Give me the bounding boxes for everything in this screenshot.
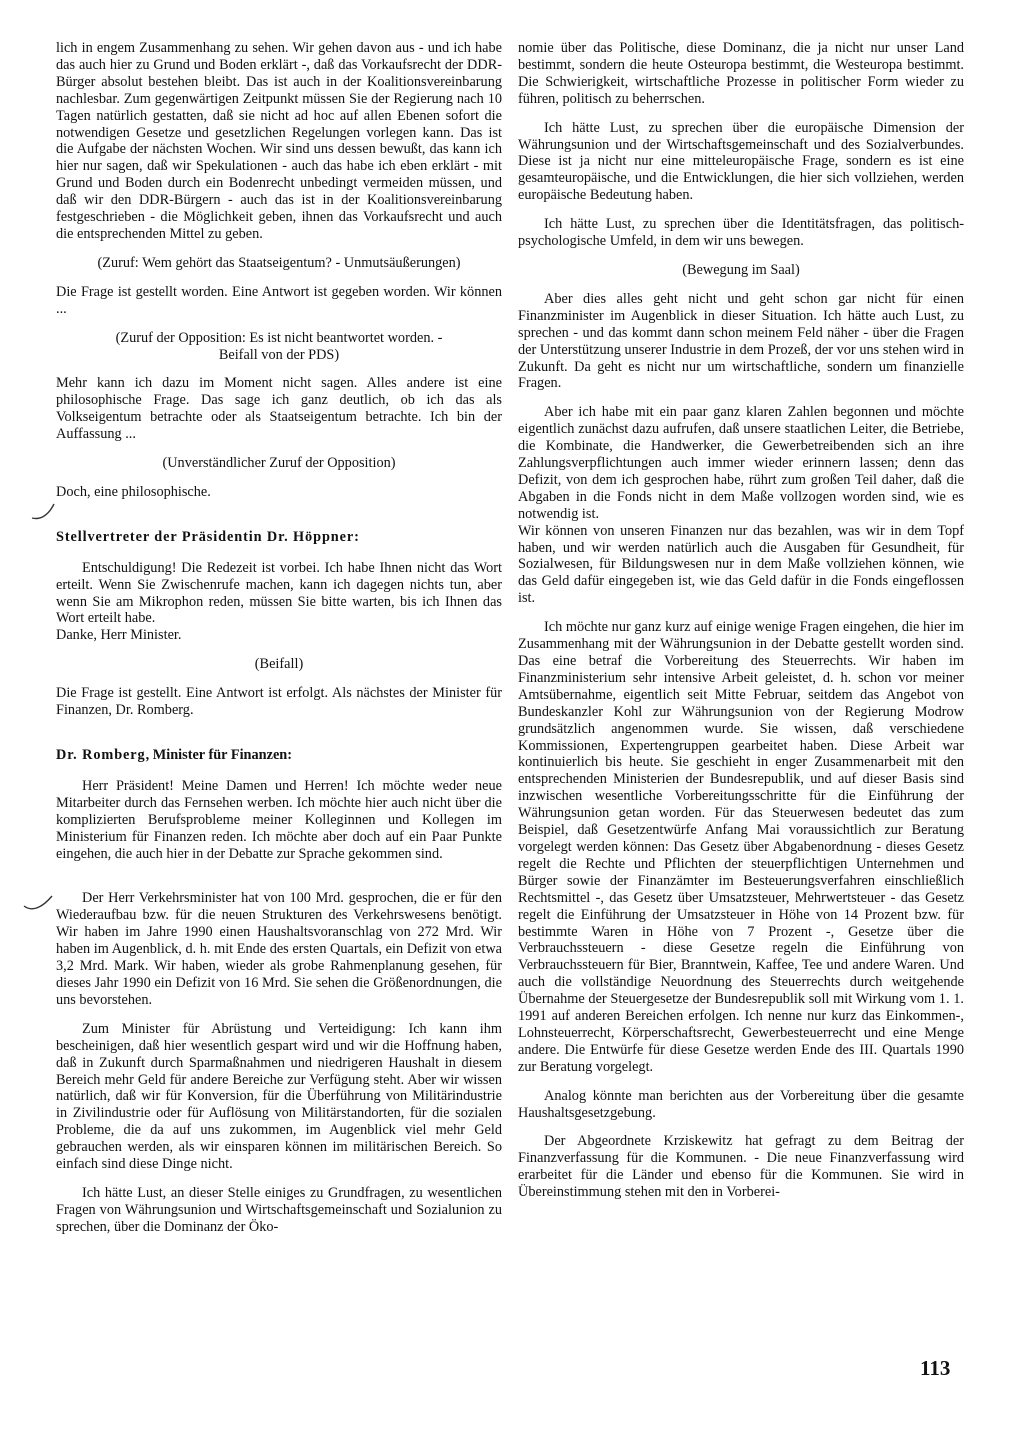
interjection: (Bewegung im Saal)	[682, 261, 800, 278]
speaker-colon: :	[354, 528, 359, 545]
paragraph: Entschuldigung! Die Redezeit ist vorbei. Ich habe Ihnen nicht das Wort erteilt. Wenn Sie Zwischenrufe machen, kann ich dagegen nichts tun, aber wenn Sie am Mikrophon reden, müssen Sie bitte warten, bis ich Ihnen das Wort erteilt habe.	[56, 559, 502, 627]
interjection: (Unverständlicher Zuruf der Opposition)	[162, 455, 396, 472]
paragraph: Aber dies alles geht nicht und geht schon gar nicht für einen Finanzminister im Augenblick in dieser Situation. Ich hätte auch Lust, zu sprechen - und das kommt dann schon meinem Feld näher - über die Fragen der Unterstützung unserer Industrie in dem Prozeß, der vor uns stehen wird in Zukunft. Da geht es nicht nur um wirtschaftliche, sondern um finanzielle Fragen.	[518, 290, 964, 392]
interjection: (Beifall)	[254, 656, 304, 673]
speaker-role: , Minister für Finanzen:	[145, 747, 292, 763]
paragraph: Wir können von unseren Finanzen nur das bezahlen, was wir in dem Topf haben, und wir werden natürlich auch die Ausgaben für Gesundheit, für Sozialwesen, für Bildungswesen nur in dem Maße vollziehen können, wie das Geld dafür eingegeben ist, wie das Geld dafür in die Fonds eingeflossen ist.	[518, 522, 964, 607]
interjection-line: Beifall von der PDS)	[218, 346, 340, 363]
margin-mark	[30, 498, 60, 524]
paragraph: Herr Präsident! Meine Damen und Herren! Ich möchte weder neue Mitarbeiter durch das Fernsehen werben. Ich möchte hier auch nicht über die komplizierten Berufsprobleme meiner Kolleginnen und Kollegen im Ministerium für Finanzen reden. Ich möchte aber doch auf ein Paar Punkte eingehen, die auch hier in der Debatte zur Sprache gekommen sind.	[56, 777, 502, 862]
interjection	[56, 330, 502, 364]
right-column	[518, 40, 964, 1213]
paragraph: Analog könnte man berichten aus der Vorbereitung über die gesamte Haushaltsgesetzgebung.	[518, 1087, 964, 1121]
speaker-heading	[56, 529, 502, 546]
paragraph: Der Herr Verkehrsminister hat von 100 Mrd. gesprochen, die er für den Wiederaufbau bzw. für die neuen Strukturen des Verkehrswesens benötigt. Wir haben im Jahre 1990 einen Haushaltsvoranschlag von 272 Mrd. Wir haben im Augenblick, d. h. mit Ende des ersten Quartals, ein Defizit von etwa 3,2 Mrd. Mark. Wir haben, wieder als grobe Rahmenplanung gesehen, für dieses Jahr 1990 ein Defizit von 16 Mrd. Sie sehen die Größenordnungen, die uns bevorstehen.	[56, 890, 502, 1008]
paragraph: Doch, eine philosophische.	[56, 483, 211, 500]
paragraph: lich in engem Zusammenhang zu sehen. Wir gehen davon aus - und ich habe das auch hier zu Grund und Boden erklärt -, daß das Vorkaufsrecht der DDR-Bürger absolut bestehen bleibt. Das ist auch in der Koalitionsvereinbarung nachlesbar. Zum gegenwärtigen Zeitpunkt müssen Sie der Regierung nach 10 Tagen natürlich gestatten, daß sie nicht ad hoc auf allen Ebenen sofort die notwendigen Gesetze und gesetzlichen Regelungen vorlegen kann. Das ist die Aufgabe der nächsten Wochen. Wir sind uns dessen bewußt, das kann ich hier nur sagen, daß wir Spekulationen - auch das habe ich eben erklärt - mit Grund und Boden durch ein Bodenrecht unbedingt vermeiden müssen, und daß wir den DDR-Bürgern - auch das ist in der Koalitionsvereinbarung festgeschrieben - die Möglichkeit geben, ihnen das Vorkaufsrecht und auch die entsprechenden Mittel zu geben.	[56, 40, 502, 242]
left-column	[56, 40, 502, 1248]
paragraph: Die Frage ist gestellt worden. Eine Antwort ist gegeben worden. Wir können ...	[56, 283, 502, 317]
margin-mark	[22, 888, 56, 914]
speaker-name: Stellvertreter der Präsidentin Dr. Höppner	[56, 528, 355, 545]
paragraph: Ich hätte Lust, zu sprechen über die europäische Dimension der Währungsunion und der Wirtschaftsgemeinschaft und des Sozialverbundes. Diese ist ja nicht nur eine mitteleuropäische Frage, sondern es ist eine gesamteuropäische, und die Entwicklungen, die hier sich vollziehen, werden europäische Bedeutung haben.	[518, 119, 964, 204]
paragraph: Die Frage ist gestellt. Eine Antwort ist erfolgt. Als nächstes der Minister für Finanzen, Dr. Romberg.	[56, 685, 502, 719]
paragraph: Danke, Herr Minister.	[56, 627, 182, 644]
page-number: 113	[920, 1356, 951, 1380]
paragraph: Ich hätte Lust, zu sprechen über die Identitätsfragen, das politisch-psychologische Umfeld, in dem wir uns bewegen.	[518, 216, 964, 250]
interjection: (Zuruf: Wem gehört das Staatseigentum? - Unmutsäußerungen)	[97, 254, 461, 271]
paragraph: Ich möchte nur ganz kurz auf einige wenige Fragen eingehen, die hier im Zusammenhang mit der Währungsunion in der Debatte gestellt worden sind. Das eine betraf die Vorbereitung des Steuerrechts. Wir haben im Finanzministerium sehr intensive Arbeit geleistet, d. h. schon vor meiner Amtsübernahme, eigentlich seit Mitte Februar, seitdem das Angebot von Bundeskanzler Kohl zur Währungsunion von der Regierung Modrow grundsätzlich angenommen wurde. Sie wissen, daß verschiedene Kommissionen, Expertengruppen gearbeitet haben. Diese Arbeit war kontinuierlich bis heute. Sie geschieht in enger Zusammenarbeit mit den entsprechenden Ministerien der Bundesrepublik, und auf dieser Basis sind inzwischen wesentliche Vorbereitungsschritte für die Einführung der Währungsunion getan worden. Für das Steuerwesen bedeutet das zum Beispiel, daß Gesetzentwürfe Anfang Mai voraussichtlich zur Beratung vorgelegt werden können: Das Gesetz über Abgabenordnung - dieses Gesetz regelt die Rechte und Pflichten der steuerpflichtigen Unternehmen und Bürger sowie der Finanzämter im Besteuerungsverfahren einschließlich Rechtsmittel -, das Gesetz über Umsatzsteuer, Mehrwertsteuer - das Gesetz regelt die Einführung der Umsatzsteuer in Höhe von 14 Prozent bzw. für bestimmte Waren in Höhe von 7 Prozent -, Gesetze über die Verbrauchssteuern - diese Gesetze regeln die Einführung von Verbrauchssteuern für Bier, Branntwein, Kaffee, Tee und andere Waren. Und auch die vollständige Neuordnung des Steuerrechts durch weitgehende Übernahme der Steuergesetze der Bundesrepublik soll mit Wirkung vom 1. 1. 1991 auf anderen Bereichen erfolgen. Ich nenne nur kurz das Einkommen-, Lohnsteuerrecht, Körperschaftsrecht, Gewerbesteuerrecht und eine Menge andere. Die Entwürfe für diese Gesetze werden Ende des III. Quartals 1990 zur Beratung vorgelegt.	[518, 619, 964, 1075]
interjection-line: (Zuruf der Opposition: Es ist nicht beantwortet worden. -	[115, 329, 443, 346]
paragraph: Aber ich habe mit ein paar ganz klaren Zahlen begonnen und möchte eigentlich zunächst dazu aufrufen, daß unsere staatlichen Leiter, die Betriebe, die Kombinate, die Handwerker, die Gewerbetreibenden sich an ihre Zahlungsverpflichtungen auch immer wieder erinnern lassen; denn das Defizit, von dem ich gesprochen habe, rührt zum großen Teil daher, daß die Abgaben in die Fonds nicht in dem Maße vollzogen worden sind, wie es notwendig ist.	[518, 404, 964, 522]
paragraph: Mehr kann ich dazu im Moment nicht sagen. Alles andere ist eine philosophische Frage. Das sage ich ganz deutlich, ob ich das als Volkseigentum betrachte oder als Staatseigentum betrachte. Ich bin der Auffassung ...	[56, 375, 502, 443]
paragraph: nomie über das Politische, diese Dominanz, die ja nicht nur unser Land bestimmt, sondern die heute Osteuropa bestimmt, die Westeuropa bestimmt. Die Schwierigkeit, wirtschaftliche Prozesse in politischer Form wieder zu führen, politisch zu beherrschen.	[518, 40, 964, 107]
speaker-name: Dr. Romberg	[56, 747, 146, 763]
paragraph: Der Abgeordnete Krziskewitz hat gefragt zu dem Beitrag der Finanzverfassung für die Kommunen. - Die neue Finanzverfassung wird erarbeitet für die Länder und ebenso für die Kommunen. Sie wird in Übereinstimmung stehen mit den in Vorberei-	[518, 1133, 964, 1201]
paragraph: Zum Minister für Abrüstung und Verteidigung: Ich kann ihm bescheinigen, daß hier wesentlich gespart wird und wir die Hoffnung haben, daß in Zukunft durch Sparmaßnahmen und niedrigeren Haushalt in diesem Bereich mehr Geld für andere Bereiche zur Verfügung steht. Aber wir wissen natürlich, daß wir für Konversion, für die Überführung von Militärindustrie in Zivilindustrie oder für Auflösung von Militärstandorten, für die sozialen Probleme, die da auf uns zukommen, im Augenblick viel mehr Geld gebrauchen werden, als wir einsparen können im militärischen Bereich. So einfach sind diese Dinge nicht.	[56, 1020, 502, 1173]
paragraph: Ich hätte Lust, an dieser Stelle einiges zu Grundfragen, zu wesentlichen Fragen von Währungsunion und Wirtschaftsgemeinschaft und Sozialunion zu sprechen, über die Dominanz der Öko-	[56, 1184, 502, 1235]
speaker-heading	[56, 747, 502, 764]
